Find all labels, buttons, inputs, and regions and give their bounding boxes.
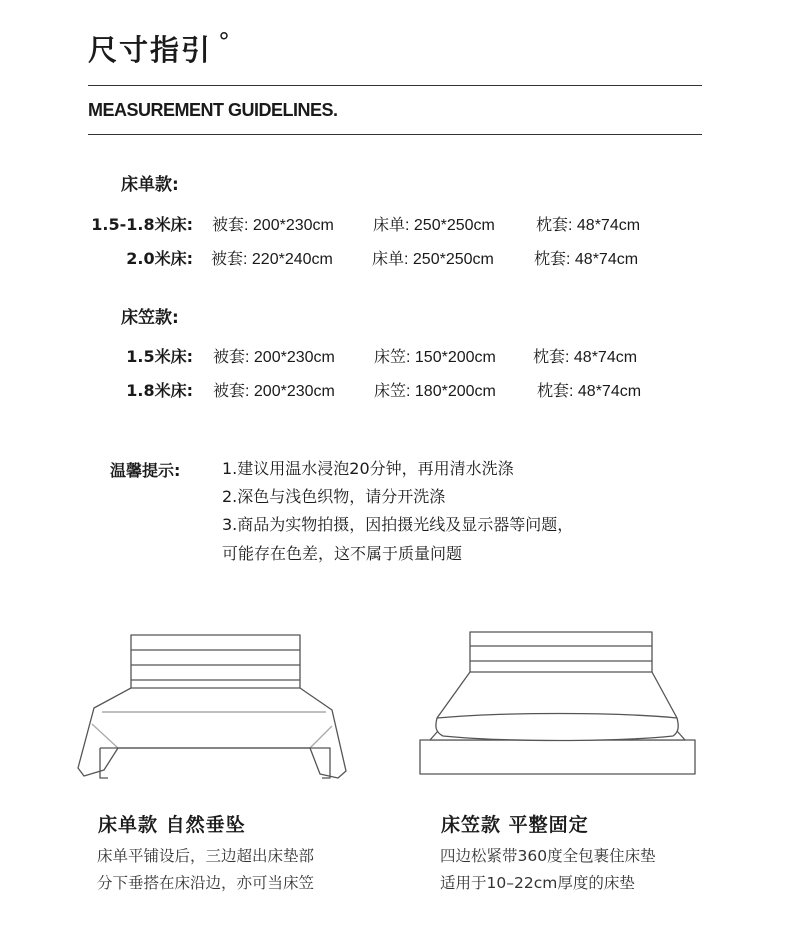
flat-sheet-caption-text bbox=[97, 843, 314, 897]
sheet-size: 床笠: 180*200cm bbox=[374, 383, 496, 400]
tips-label: 温馨提示: bbox=[110, 461, 181, 480]
pillow-size: 枕套: 48*74cm bbox=[533, 349, 638, 366]
duvet-size: 被套: 200*230cm bbox=[212, 217, 334, 234]
tip-line-1: 1.建议用温水浸泡20分钟，再用清水洗涤 bbox=[222, 459, 514, 478]
fitted-sheet-row-1 bbox=[0, 344, 790, 368]
sheet-size: 床笠: 150*200cm bbox=[374, 349, 496, 366]
page-title-text: 尺寸指引 bbox=[88, 33, 213, 67]
fitted-sheet-bed-icon bbox=[415, 628, 700, 783]
top-divider bbox=[88, 85, 702, 86]
flat-sheet-bed-icon bbox=[70, 628, 360, 783]
flat-sheet-heading: 床单款: bbox=[121, 175, 179, 195]
tip-line-2: 2.深色与浅色织物，请分开洗涤 bbox=[222, 487, 446, 506]
row-label: 2.0米床: bbox=[126, 249, 193, 268]
page-title bbox=[88, 28, 232, 69]
title-degree-mark: ° bbox=[218, 28, 233, 56]
duvet-size: 被套: 220*240cm bbox=[211, 251, 333, 268]
caption-line: 分下垂搭在床沿边，亦可当床笠 bbox=[97, 874, 315, 892]
fitted-sheet-heading: 床笠款: bbox=[121, 308, 179, 328]
duvet-size: 被套: 200*230cm bbox=[213, 383, 335, 400]
tip-line-4: 可能存在色差，这不属于质量问题 bbox=[222, 544, 463, 563]
row-label: 1.8米床: bbox=[126, 381, 193, 400]
bottom-divider bbox=[88, 134, 702, 135]
caption-line: 床单平铺设后，三边超出床垫部 bbox=[97, 847, 315, 865]
pillow-size: 枕套: 48*74cm bbox=[537, 383, 642, 400]
caption-line: 适用于10–22cm厚度的床垫 bbox=[440, 874, 635, 892]
flat-sheet-row-1 bbox=[0, 212, 790, 236]
tip-line-3: 3.商品为实物拍摄，因拍摄光线及显示器等问题， bbox=[222, 515, 574, 534]
pillow-size: 枕套: 48*74cm bbox=[534, 251, 639, 268]
fitted-sheet-row-2 bbox=[0, 378, 790, 402]
page-subtitle: MEASUREMENT GUIDELINES. bbox=[88, 100, 338, 120]
duvet-size: 被套: 200*230cm bbox=[213, 349, 335, 366]
flat-sheet-row-2 bbox=[0, 246, 790, 270]
row-label: 1.5-1.8米床: bbox=[91, 215, 193, 234]
fitted-sheet-caption-title: 床笠款 平整固定 bbox=[441, 814, 589, 836]
fitted-sheet-caption-text bbox=[440, 843, 656, 897]
pillow-size: 枕套: 48*74cm bbox=[536, 217, 641, 234]
flat-sheet-caption-title: 床单款 自然垂坠 bbox=[98, 814, 246, 836]
row-label: 1.5米床: bbox=[126, 347, 193, 366]
sheet-size: 床单: 250*250cm bbox=[373, 217, 495, 234]
caption-line: 四边松紧带360度全包裹住床垫 bbox=[440, 847, 656, 865]
sheet-size: 床单: 250*250cm bbox=[372, 251, 494, 268]
